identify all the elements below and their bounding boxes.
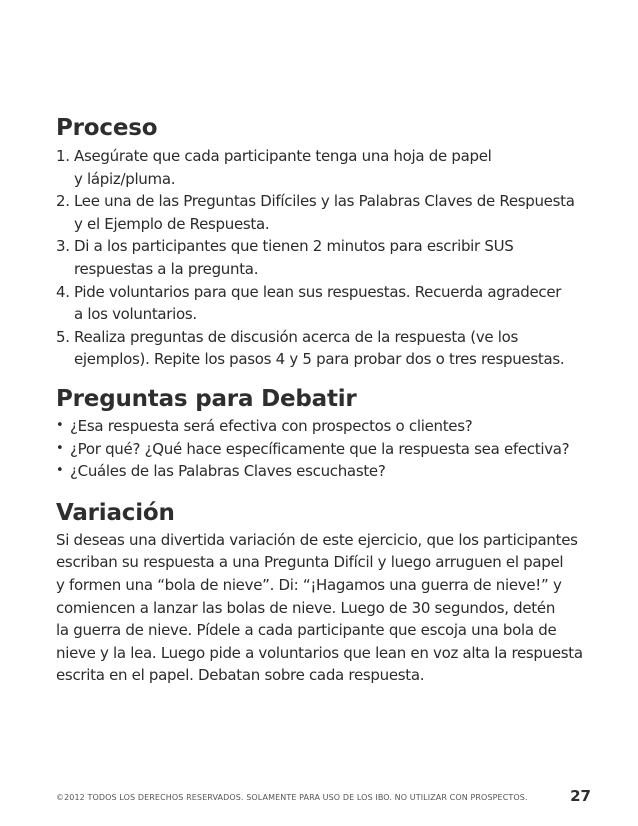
bullet-icon: • [56,440,64,456]
step-text-line: Lee una de las Preguntas Difíciles y las Palabras Claves de Respuesta [74,192,575,211]
step-number: 3. [56,237,70,256]
paragraph-line: Si deseas una divertida variación de este ejercicio, que los participantes [56,530,578,549]
process-step [56,190,616,235]
debate-question-text: ¿Por qué? ¿Qué hace específicamente que la respuesta sea efectiva? [70,439,570,458]
page-number: 27 [570,787,591,805]
step-text-line: ejemplos). Repite los pasos 4 y 5 para probar dos o tres respuestas. [74,350,565,369]
step-text-line: y el Ejemplo de Respuesta. [74,214,270,233]
copyright-footer: ©2012 TODOS LOS DERECHOS RESERVADOS. SOLAMENTE PARA USO DE LOS IBO. NO UTILIZAR CON PROSPECTOS. [56,793,528,802]
process-step [56,326,616,371]
process-steps-list [56,145,616,371]
step-text-line: y lápiz/pluma. [74,169,176,188]
section-preguntas-debatir [56,385,616,483]
paragraph-line: comiencen a lanzar las bolas de nieve. Luego de 30 segundos, detén [56,598,556,617]
debate-question [56,415,616,438]
section-proceso [56,114,616,371]
section-title-proceso: Proceso [56,115,158,141]
debate-question [56,438,616,461]
step-text-line: Di a los participantes que tienen 2 minutos para escribir SUS [74,237,514,256]
debate-question-text: ¿Cuáles de las Palabras Claves escuchaste? [70,462,386,481]
step-text-line: respuestas a la pregunta. [74,259,259,278]
step-number: 5. [56,327,70,346]
section-title-debatir: Preguntas para Debatir [56,385,357,412]
step-text-line: Asegúrate que cada participante tenga una hoja de papel [74,147,492,165]
paragraph-line: la guerra de nieve. Pídele a cada participante que escoja una bola de [56,621,557,640]
debate-question-text: ¿Esa respuesta será efectiva con prospectos o clientes? [70,416,473,435]
process-step [56,145,616,190]
step-number: 4. [56,282,70,301]
step-number: 1. [56,147,70,165]
paragraph-line: escrita en el papel. Debatan sobre cada respuesta. [56,666,425,685]
debate-questions-list [56,415,616,483]
process-step [56,281,616,326]
step-text-line: a los voluntarios. [74,305,197,324]
bullet-icon: • [56,463,64,479]
section-variacion [56,499,616,687]
page-content [56,114,616,687]
paragraph-line: y formen una “bola de nieve”. Di: “¡Hagamos una guerra de nieve!” y [56,575,562,594]
variacion-paragraph [56,529,616,687]
paragraph-line: escriban su respuesta a una Pregunta Difícil y luego arruguen el papel [56,553,564,572]
process-step [56,235,616,280]
paragraph-line: nieve y la lea. Luego pide a voluntarios que lean en voz alta la respuesta [56,643,583,662]
step-text-line: Realiza preguntas de discusión acerca de la respuesta (ve los [74,327,519,346]
step-number: 2. [56,192,70,211]
section-title-variacion: Variación [56,499,175,526]
bullet-icon: • [56,417,64,433]
step-text-line: Pide voluntarios para que lean sus respuestas. Recuerda agradecer [74,282,562,301]
debate-question [56,460,616,483]
